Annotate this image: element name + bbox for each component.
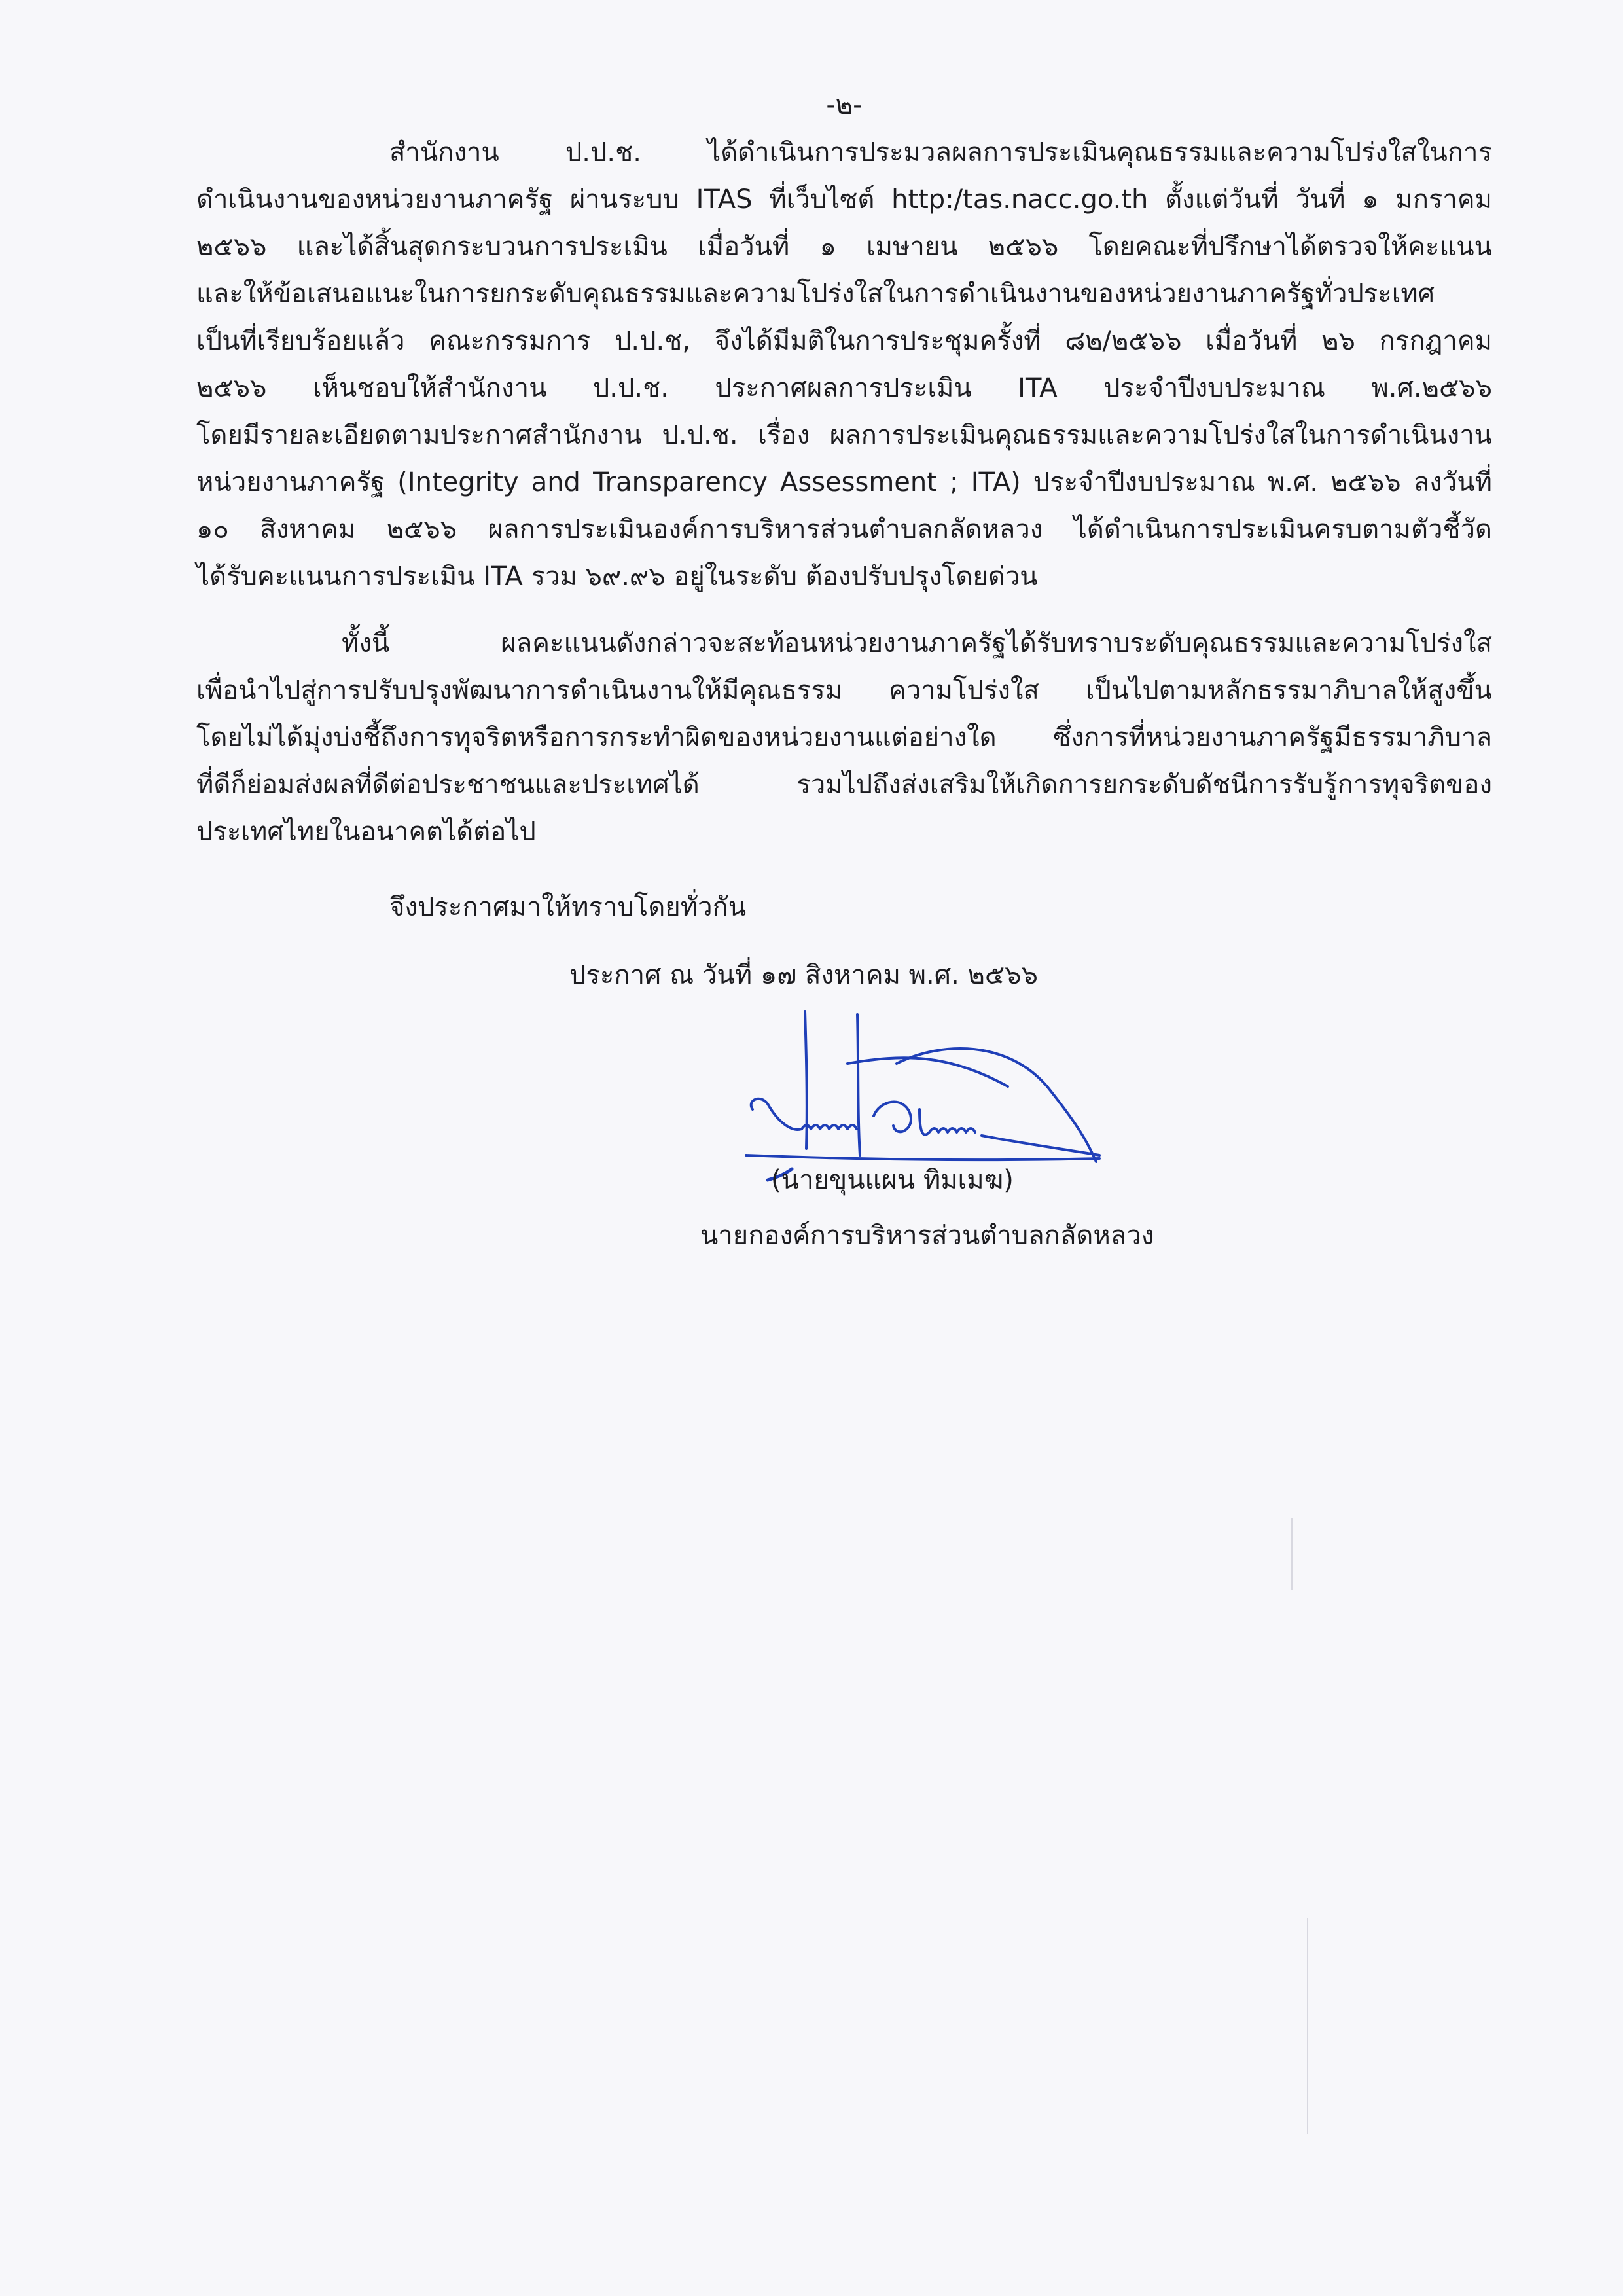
signer-name: (นายขุนแผน ทิมเมฆ)	[771, 1165, 1014, 1195]
paragraph1-line-9: ๑๐ สิงหาคม ๒๕๖๖ ผลการประเมินองค์การบริหารส่วนตำบลกลัดหลวง ได้ดำเนินการประเมินครบตามตัวชี้วัด	[196, 514, 1492, 545]
paragraph1-line-10: ได้รับคะแนนการประเมิน ITA รวม ๖๙.๙๖ อยู่ในระดับ ต้องปรับปรุงโดยด่วน	[196, 562, 1038, 592]
scan-artifact-line	[1291, 1518, 1293, 1590]
paragraph2-line-1: ทั้งนี้ ผลคะแนนดังกล่าวจะสะท้อนหน่วยงานภาครัฐได้รับทราบระดับคุณธรรมและความโปร่งใส	[342, 628, 1492, 658]
paragraph1-line-3: ๒๕๖๖ และได้สิ้นสุดกระบวนการประเมิน เมื่อวันที่ ๑ เมษายน ๒๕๖๖ โดยคณะที่ปรึกษาได้ตรวจให้คะแนน	[196, 232, 1492, 262]
paragraph2-line-5: ประเทศไทยในอนาคตได้ต่อไป	[196, 817, 536, 847]
paragraph1-line-4: และให้ข้อเสนอแนะในการยกระดับคุณธรรมและความโปร่งใสในการดำเนินงานของหน่วยงานภาครัฐทั่วประเทศ	[196, 279, 1435, 309]
paragraph2-line-3: โดยไม่ได้มุ่งบ่งชี้ถึงการทุจริตหรือการกระทำผิดของหน่วยงานแต่อย่างใด ซึ่งการที่หน่วยงานภาครัฐมีธรรมาภิบาล	[196, 723, 1492, 753]
paragraph1-line-8: หน่วยงานภาครัฐ (Integrity and Transparency Assessment ; ITA) ประจำปีงบประมาณ พ.ศ. ๒๕๖๖ ลงวันที่	[196, 467, 1492, 497]
scan-artifact-line	[1307, 1918, 1308, 2134]
page-number: -๒-	[826, 90, 863, 120]
paragraph2-line-2: เพื่อนำไปสู่การปรับปรุงพัฒนาการดำเนินงานให้มีคุณธรรม ความโปร่งใส เป็นไปตามหลักธรรมาภิบาลให้สูงขึ้น	[196, 675, 1492, 706]
signer-title: นายกองค์การบริหารส่วนตำบลกลัดหลวง	[700, 1221, 1154, 1251]
paragraph1-line-7: โดยมีรายละเอียดตามประกาศสำนักงาน ป.ป.ช. เรื่อง ผลการประเมินคุณธรรมและความโปร่งใสในการดำเนินงาน	[196, 420, 1492, 450]
paragraph1-line-5: เป็นที่เรียบร้อยแล้ว คณะกรรมการ ป.ป.ช, จึงได้มีมติในการประชุมครั้งที่ ๘๒/๒๕๖๖ เมื่อวันที่ ๒๖ กรกฎาคม	[196, 326, 1492, 356]
paragraph1-line-2: ดำเนินงานของหน่วยงานภาครัฐ ผ่านระบบ ITAS ที่เว็บไซต์ http:/tas.nacc.go.th ตั้งแต่วันที่ วันที่ ๑ มกราคม	[196, 185, 1492, 215]
paragraph1-line-6: ๒๕๖๖ เห็นชอบให้สำนักงาน ป.ป.ช. ประกาศผลการประเมิน ITA ประจำปีงบประมาณ พ.ศ.๒๕๖๖	[196, 373, 1492, 403]
closing-statement: จึงประกาศมาให้ทราบโดยทั่วกัน	[389, 892, 747, 922]
paragraph1-line-1: สำนักงาน ป.ป.ช. ได้ดำเนินการประมวลผลการประเมินคุณธรรมและความโปร่งใสในการ	[389, 137, 1492, 168]
announcement-date: ประกาศ ณ วันที่ ๑๗ สิงหาคม พ.ศ. ๒๕๖๖	[569, 960, 1038, 990]
paragraph2-line-4: ที่ดีก็ย่อมส่งผลที่ดีต่อประชาชนและประเทศได้ รวมไปถึงส่งเสริมให้เกิดการยกระดับดัชนีการรับรู้การทุจริตของ	[196, 770, 1492, 800]
